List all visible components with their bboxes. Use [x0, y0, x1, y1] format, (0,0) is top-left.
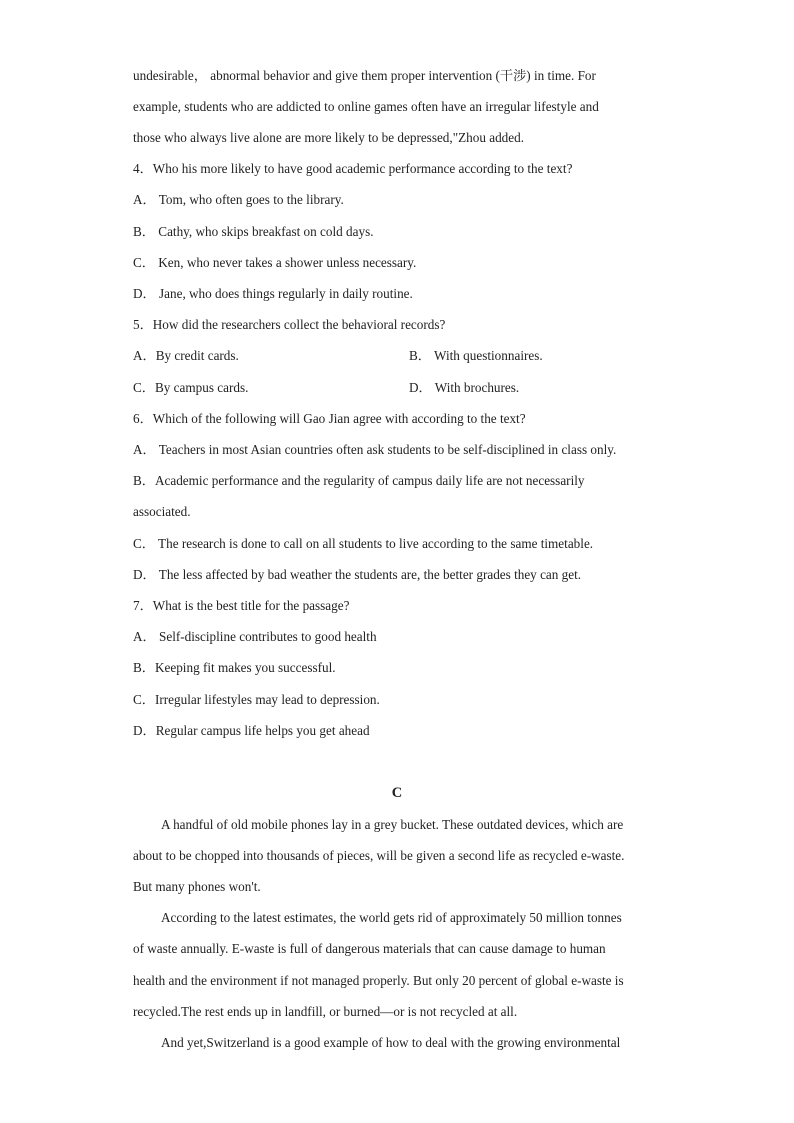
question-4-option-a: A． Tom, who often goes to the library. [133, 192, 344, 207]
question-7-option-a: A． Self-discipline contributes to good health [133, 629, 377, 644]
passage-c-p1-line-2: about to be chopped into thousands of pieces, will be given a second life as recycled e-waste. [133, 848, 625, 863]
question-7-option-b: B．Keeping fit makes you successful. [133, 660, 336, 675]
question-5-stem: 5．How did the researchers collect the behavioral records? [133, 317, 446, 332]
question-4-option-c: C． Ken, who never takes a shower unless necessary. [133, 255, 417, 270]
passage-c-p1-line-1: A handful of old mobile phones lay in a grey bucket. These outdated devices, which are [161, 817, 624, 832]
question-6-stem: 6．Which of the following will Gao Jian agree with according to the text? [133, 411, 526, 426]
question-5-option-a: A．By credit cards. [133, 348, 239, 363]
question-6-option-c: C． The research is done to call on all students to live according to the same timetable. [133, 536, 594, 551]
question-4-option-b: B． Cathy, who skips breakfast on cold days. [133, 224, 374, 239]
question-6-option-b-cont: associated. [133, 504, 191, 519]
section-heading: C [391, 785, 403, 801]
passage-c-p3-line-1: And yet,Switzerland is a good example of how to deal with the growing environmental [161, 1035, 621, 1050]
question-6-option-a: A． Teachers in most Asian countries often ask students to be self-disciplined in class only. [133, 442, 617, 457]
question-7-option-d: D．Regular campus life helps you get ahead [133, 723, 370, 738]
question-6-option-d: D． The less affected by bad weather the students are, the better grades they can get. [133, 567, 582, 582]
question-5-option-d: D． With brochures. [409, 380, 520, 395]
passage-c-p2-line-3: health and the environment if not managed properly. But only 20 percent of global e-waste is [133, 973, 624, 988]
passage-c-p1-line-3: But many phones won't. [133, 879, 261, 894]
question-7-stem: 7．What is the best title for the passage? [133, 598, 350, 613]
question-6-option-b: B．Academic performance and the regularity of campus daily life are not necessarily [133, 473, 585, 488]
intro-line-1: undesirable， abnormal behavior and give them proper intervention (干涉) in time. For [133, 68, 596, 83]
question-5-option-c: C．By campus cards. [133, 380, 249, 395]
passage-c-p2-line-4: recycled.The rest ends up in landfill, or burned—or is not recycled at all. [133, 1004, 518, 1019]
passage-c-p2-line-1: According to the latest estimates, the world gets rid of approximately 50 million tonnes [161, 910, 622, 925]
question-5-option-b: B． With questionnaires. [409, 348, 543, 363]
intro-line-3: those who always live alone are more likely to be depressed,"Zhou added. [133, 130, 524, 145]
question-4-stem: 4．Who his more likely to have good academic performance according to the text? [133, 161, 573, 176]
passage-c-p2-line-2: of waste annually. E-waste is full of dangerous materials that can cause damage to human [133, 941, 606, 956]
question-4-option-d: D． Jane, who does things regularly in daily routine. [133, 286, 413, 301]
intro-line-2: example, students who are addicted to online games often have an irregular lifestyle and [133, 99, 599, 114]
question-7-option-c: C．Irregular lifestyles may lead to depression. [133, 692, 380, 707]
